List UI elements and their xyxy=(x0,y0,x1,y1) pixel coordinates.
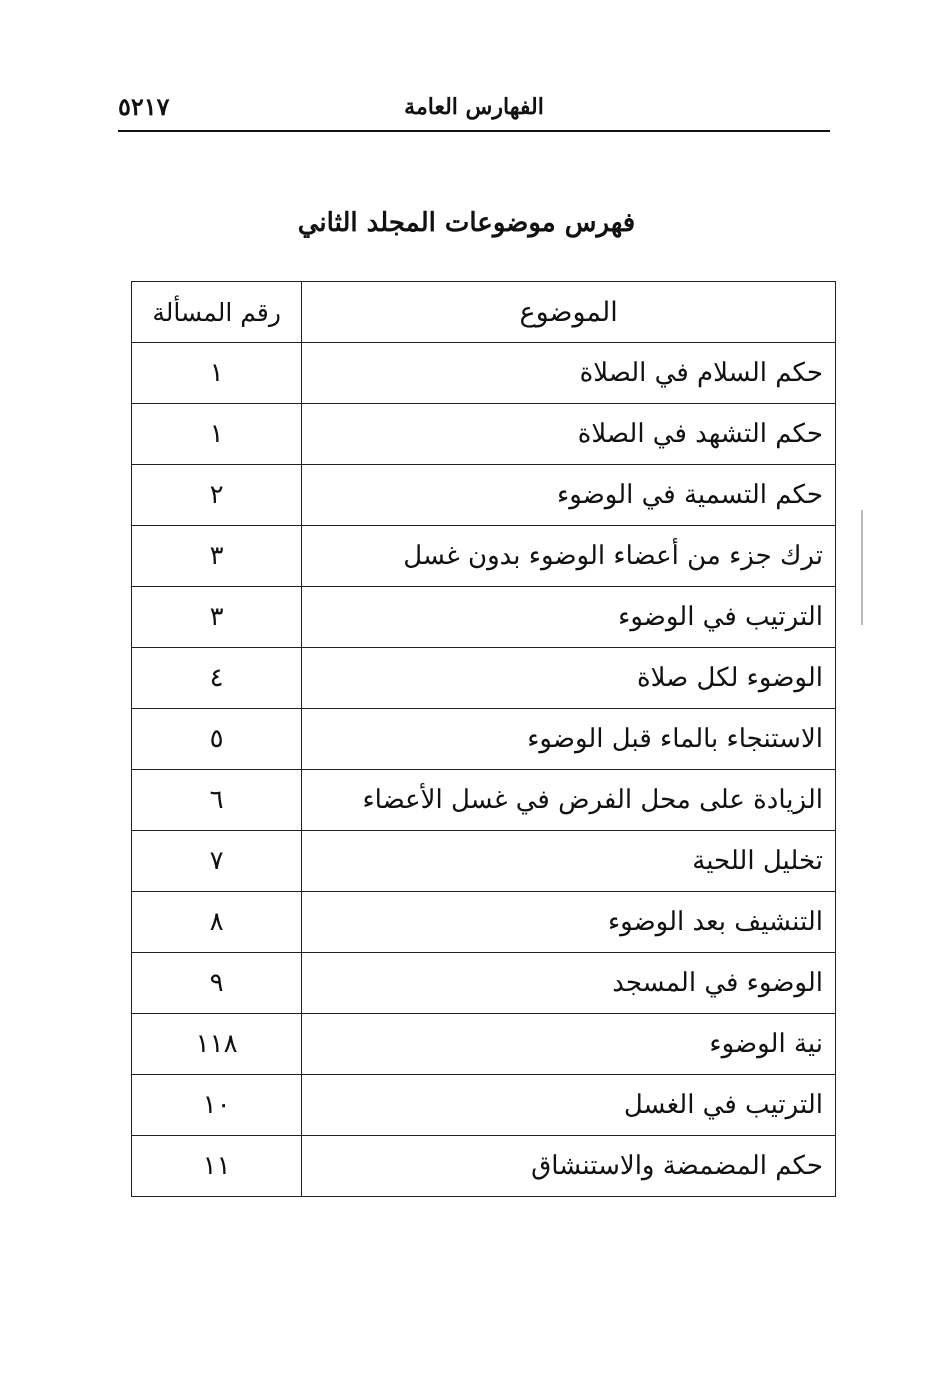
topics-index-table xyxy=(131,281,836,1197)
table-row xyxy=(132,831,836,892)
table-row xyxy=(132,1014,836,1075)
issue-number-cell: ١١٨ xyxy=(132,1014,302,1075)
issue-number-cell: ١٠ xyxy=(132,1075,302,1136)
table-row xyxy=(132,465,836,526)
table-row xyxy=(132,953,836,1014)
table-row xyxy=(132,892,836,953)
issue-number-cell: ١ xyxy=(132,404,302,465)
topic-cell: حكم التشهد في الصلاة xyxy=(302,404,836,465)
topic-cell: الترتيب في الوضوء xyxy=(302,587,836,648)
topic-cell: الاستنجاء بالماء قبل الوضوء xyxy=(302,709,836,770)
issue-number-cell: ٥ xyxy=(132,709,302,770)
column-header-topic: الموضوع xyxy=(302,282,836,343)
table-row xyxy=(132,404,836,465)
issue-number-cell: ٢ xyxy=(132,465,302,526)
issue-number-cell: ١١ xyxy=(132,1136,302,1197)
column-header-issue-number: رقم المسألة xyxy=(132,282,302,343)
issue-number-cell: ٩ xyxy=(132,953,302,1014)
issue-number-cell: ٣ xyxy=(132,526,302,587)
topic-cell: التنشيف بعد الوضوء xyxy=(302,892,836,953)
issue-number-cell: ٤ xyxy=(132,648,302,709)
issue-number-cell: ٦ xyxy=(132,770,302,831)
running-title: الفهارس العامة xyxy=(404,94,544,120)
table-row xyxy=(132,587,836,648)
topic-cell: حكم المضمضة والاستنشاق xyxy=(302,1136,836,1197)
issue-number-cell: ١ xyxy=(132,343,302,404)
topic-cell: نية الوضوء xyxy=(302,1014,836,1075)
issue-number-cell: ٣ xyxy=(132,587,302,648)
table-row xyxy=(132,1136,836,1197)
topic-cell: حكم السلام في الصلاة xyxy=(302,343,836,404)
table-row xyxy=(132,770,836,831)
topic-cell: الوضوء في المسجد xyxy=(302,953,836,1014)
topic-cell: حكم التسمية في الوضوء xyxy=(302,465,836,526)
table-row xyxy=(132,526,836,587)
page-header xyxy=(118,88,830,132)
issue-number-cell: ٧ xyxy=(132,831,302,892)
topic-cell: ترك جزء من أعضاء الوضوء بدون غسل xyxy=(302,526,836,587)
table-row xyxy=(132,648,836,709)
scan-margin-mark xyxy=(861,510,863,625)
index-title: فهرس موضوعات المجلد الثاني xyxy=(297,208,636,238)
topic-cell: الترتيب في الغسل xyxy=(302,1075,836,1136)
topic-cell: الوضوء لكل صلاة xyxy=(302,648,836,709)
topic-cell: تخليل اللحية xyxy=(302,831,836,892)
table-row xyxy=(132,709,836,770)
table-header-row xyxy=(132,282,836,343)
table-row xyxy=(132,343,836,404)
page-number: ٥٢١٧ xyxy=(118,92,170,121)
table-row xyxy=(132,1075,836,1136)
issue-number-cell: ٨ xyxy=(132,892,302,953)
topic-cell: الزيادة على محل الفرض في غسل الأعضاء xyxy=(302,770,836,831)
